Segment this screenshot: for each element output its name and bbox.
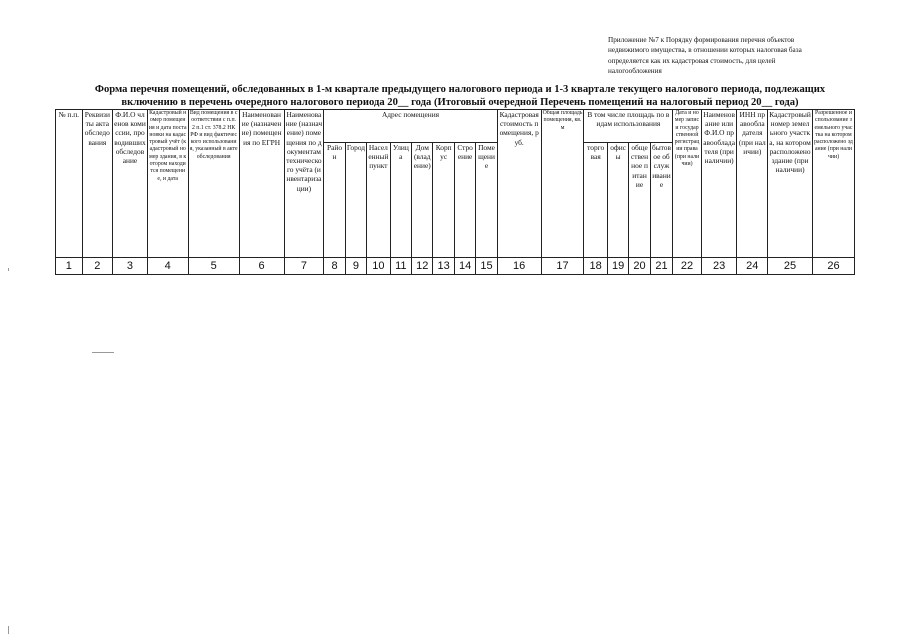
- header-cell: торговая: [584, 143, 607, 258]
- header-cell: Корпус: [433, 143, 454, 258]
- header-cell: Населенный пункт: [367, 143, 390, 258]
- column-number: 24: [737, 258, 768, 275]
- column-number: 10: [367, 258, 390, 275]
- column-number: 25: [768, 258, 813, 275]
- column-number: 12: [412, 258, 433, 275]
- column-number: 8: [324, 258, 345, 275]
- header-cell: офисы: [607, 143, 628, 258]
- column-number: 22: [673, 258, 702, 275]
- header-cell: общественное питание: [629, 143, 650, 258]
- column-number: 13: [433, 258, 454, 275]
- column-number: 17: [541, 258, 584, 275]
- column-number: 3: [113, 258, 148, 275]
- header-cell: бытовое обслуживание: [650, 143, 672, 258]
- header-cell: Наименование (назначение) помещения по ЕГРН: [239, 110, 284, 258]
- header-cell: Реквизиты акта обследования: [82, 110, 113, 258]
- header-cell: ИНН правообладателя (при наличии): [737, 110, 768, 258]
- header-cell: Дата и номер записи государственной регистрации права (при наличии): [673, 110, 702, 258]
- form-title-line1: Форма перечня помещений, обследованных в 1-м квартале предыдущего налогового периода и 1-3 квартале текущего налогового периода, подлежащих: [94, 84, 826, 95]
- scan-artifact: [92, 352, 114, 353]
- appendix-line: определяется как их кадастровая стоимость, для целей: [608, 56, 776, 65]
- header-cell: Строение: [454, 143, 475, 258]
- column-number: 20: [629, 258, 650, 275]
- column-number: 4: [147, 258, 188, 275]
- column-number: 23: [701, 258, 737, 275]
- header-cell: Улица: [390, 143, 411, 258]
- form-title: [60, 84, 860, 109]
- header-cell: Помещение: [476, 143, 497, 258]
- appendix-line: недвижимого имущества, в отношении которых налоговая база: [608, 46, 802, 55]
- column-number: 2: [82, 258, 113, 275]
- column-number: 11: [390, 258, 411, 275]
- header-cell: Наименование или Ф.И.О правообладателя (при наличии): [701, 110, 737, 258]
- column-number: 18: [584, 258, 607, 275]
- column-number: 15: [476, 258, 497, 275]
- address-group-header: Адрес помещения: [324, 110, 497, 143]
- column-number: 26: [812, 258, 854, 275]
- appendix-note: [608, 35, 898, 76]
- column-number: 16: [497, 258, 541, 275]
- header-cell: Кадастровый номер помещения и дата постановки на кадастровый учёт (кадастровый номер здания, в котором находится помещение, и дата: [147, 110, 188, 258]
- column-number: 9: [345, 258, 366, 275]
- header-cell: Разрешенное использование земельного участка на котором расположено здание (при наличии): [812, 110, 854, 258]
- column-number: 19: [607, 258, 628, 275]
- header-cell: Дом (владение): [412, 143, 433, 258]
- column-number: 6: [239, 258, 284, 275]
- header-cell: Общая площадь помещения, кв.м: [541, 110, 584, 258]
- column-number: 14: [454, 258, 475, 275]
- header-cell: Вид помещения в соответствии с п.п. 2 п.1 ст. 378.2 НК РФ и вид фактического использования, указанный в акте обследования: [188, 110, 239, 258]
- column-number: 7: [284, 258, 324, 275]
- header-cell: Ф.И.О членов комиссии, проводивших обследование: [113, 110, 148, 258]
- header-cell: Наименование (назначение) помещения по документам технического учёта (инвентаризации): [284, 110, 324, 258]
- scan-artifact: [8, 626, 9, 634]
- scan-artifact: [8, 268, 9, 271]
- column-number: 5: [188, 258, 239, 275]
- appendix-line: налогообложения: [608, 66, 662, 75]
- premises-table: [55, 109, 855, 275]
- column-numbers-row: [56, 258, 855, 275]
- header-cell: Район: [324, 143, 345, 258]
- column-number: 1: [56, 258, 83, 275]
- header-cell: Кадастровая стоимость помещения, руб.: [497, 110, 541, 258]
- header-cell: № п.п.: [56, 110, 83, 258]
- appendix-line: Приложение №7 к Порядку формирования перечня объектов: [608, 36, 795, 44]
- header-cell: Кадастровый номер земельного участка, на котором расположено здание (при наличии): [768, 110, 813, 258]
- usage-group-header: В том числе площадь по видам использования: [584, 110, 673, 143]
- header-cell: Город: [345, 143, 366, 258]
- form-title-line2: включению в перечень очередного налогового периода 20__ года (Итоговый очередной Перечень помещений на налоговый период 20__ года): [121, 96, 799, 108]
- column-number: 21: [650, 258, 672, 275]
